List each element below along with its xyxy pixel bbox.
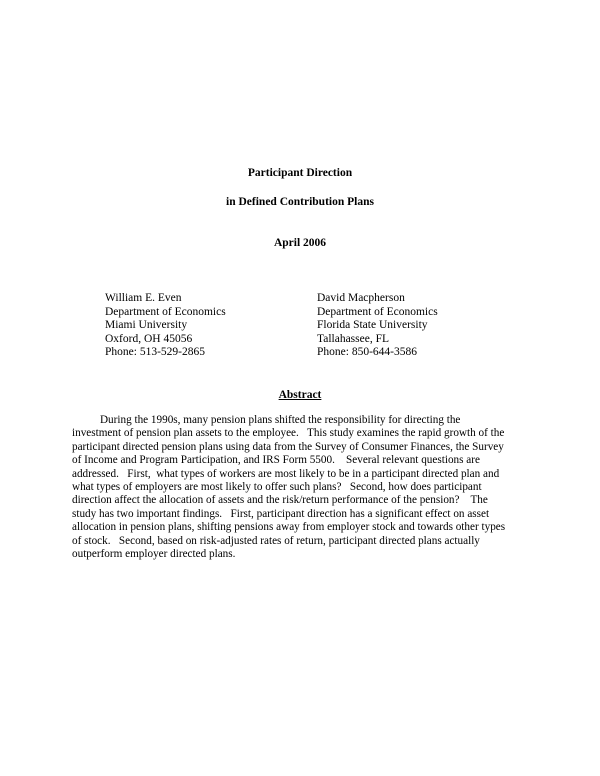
abstract-line: study has two important findings. First, participant direction has a significant effect on asset [72,507,490,520]
abstract-line: what types of employers are most likely to offer such plans? Second, how does participant [72,481,482,494]
author-block-left [105,292,226,360]
paper-date: April 2006 [273,237,327,249]
author-name: William E. Even [105,292,182,304]
abstract-body [72,414,528,561]
abstract-line: allocation in pension plans, shifting pensions away from employer stock and towards other types [72,521,506,534]
paper-title-line-1: Participant Direction [247,167,353,179]
author-department: Department of Economics [317,305,438,318]
author-phone: Phone: 513-529-2865 [105,346,205,359]
author-university: Florida State University [317,319,428,332]
abstract-line: addressed. First, what types of workers are most likely to be in a participant directed plan and [72,467,500,480]
abstract-line: direction affect the allocation of assets and the risk/return performance of the pension? The [72,494,488,507]
abstract-line: During the 1990s, many pension plans shifted the responsibility for directing the [72,414,461,426]
author-university: Miami University [105,319,188,332]
author-block-right [317,292,438,360]
author-location: Oxford, OH 45056 [105,332,193,345]
author-name: David Macpherson [317,292,405,304]
abstract-line: of Income and Program Participation, and IRS Form 5500. Several relevant questions are [72,454,480,467]
abstract-line: investment of pension plan assets to the employee. This study examines the rapid growth of the [72,427,505,440]
author-phone: Phone: 850-644-3586 [317,346,417,359]
abstract-line: participant directed pension plans using data from the Survey of Consumer Finances, the Survey [72,440,504,453]
abstract-heading: Abstract [278,389,322,401]
author-location: Tallahassee, FL [317,332,390,345]
author-department: Department of Economics [105,305,226,318]
paper-title-line-2: in Defined Contribution Plans [226,196,374,208]
abstract-line: of stock. Second, based on risk-adjusted rates of return, participant directed plans actually [72,534,480,547]
abstract-line: outperform employer directed plans. [72,548,236,561]
